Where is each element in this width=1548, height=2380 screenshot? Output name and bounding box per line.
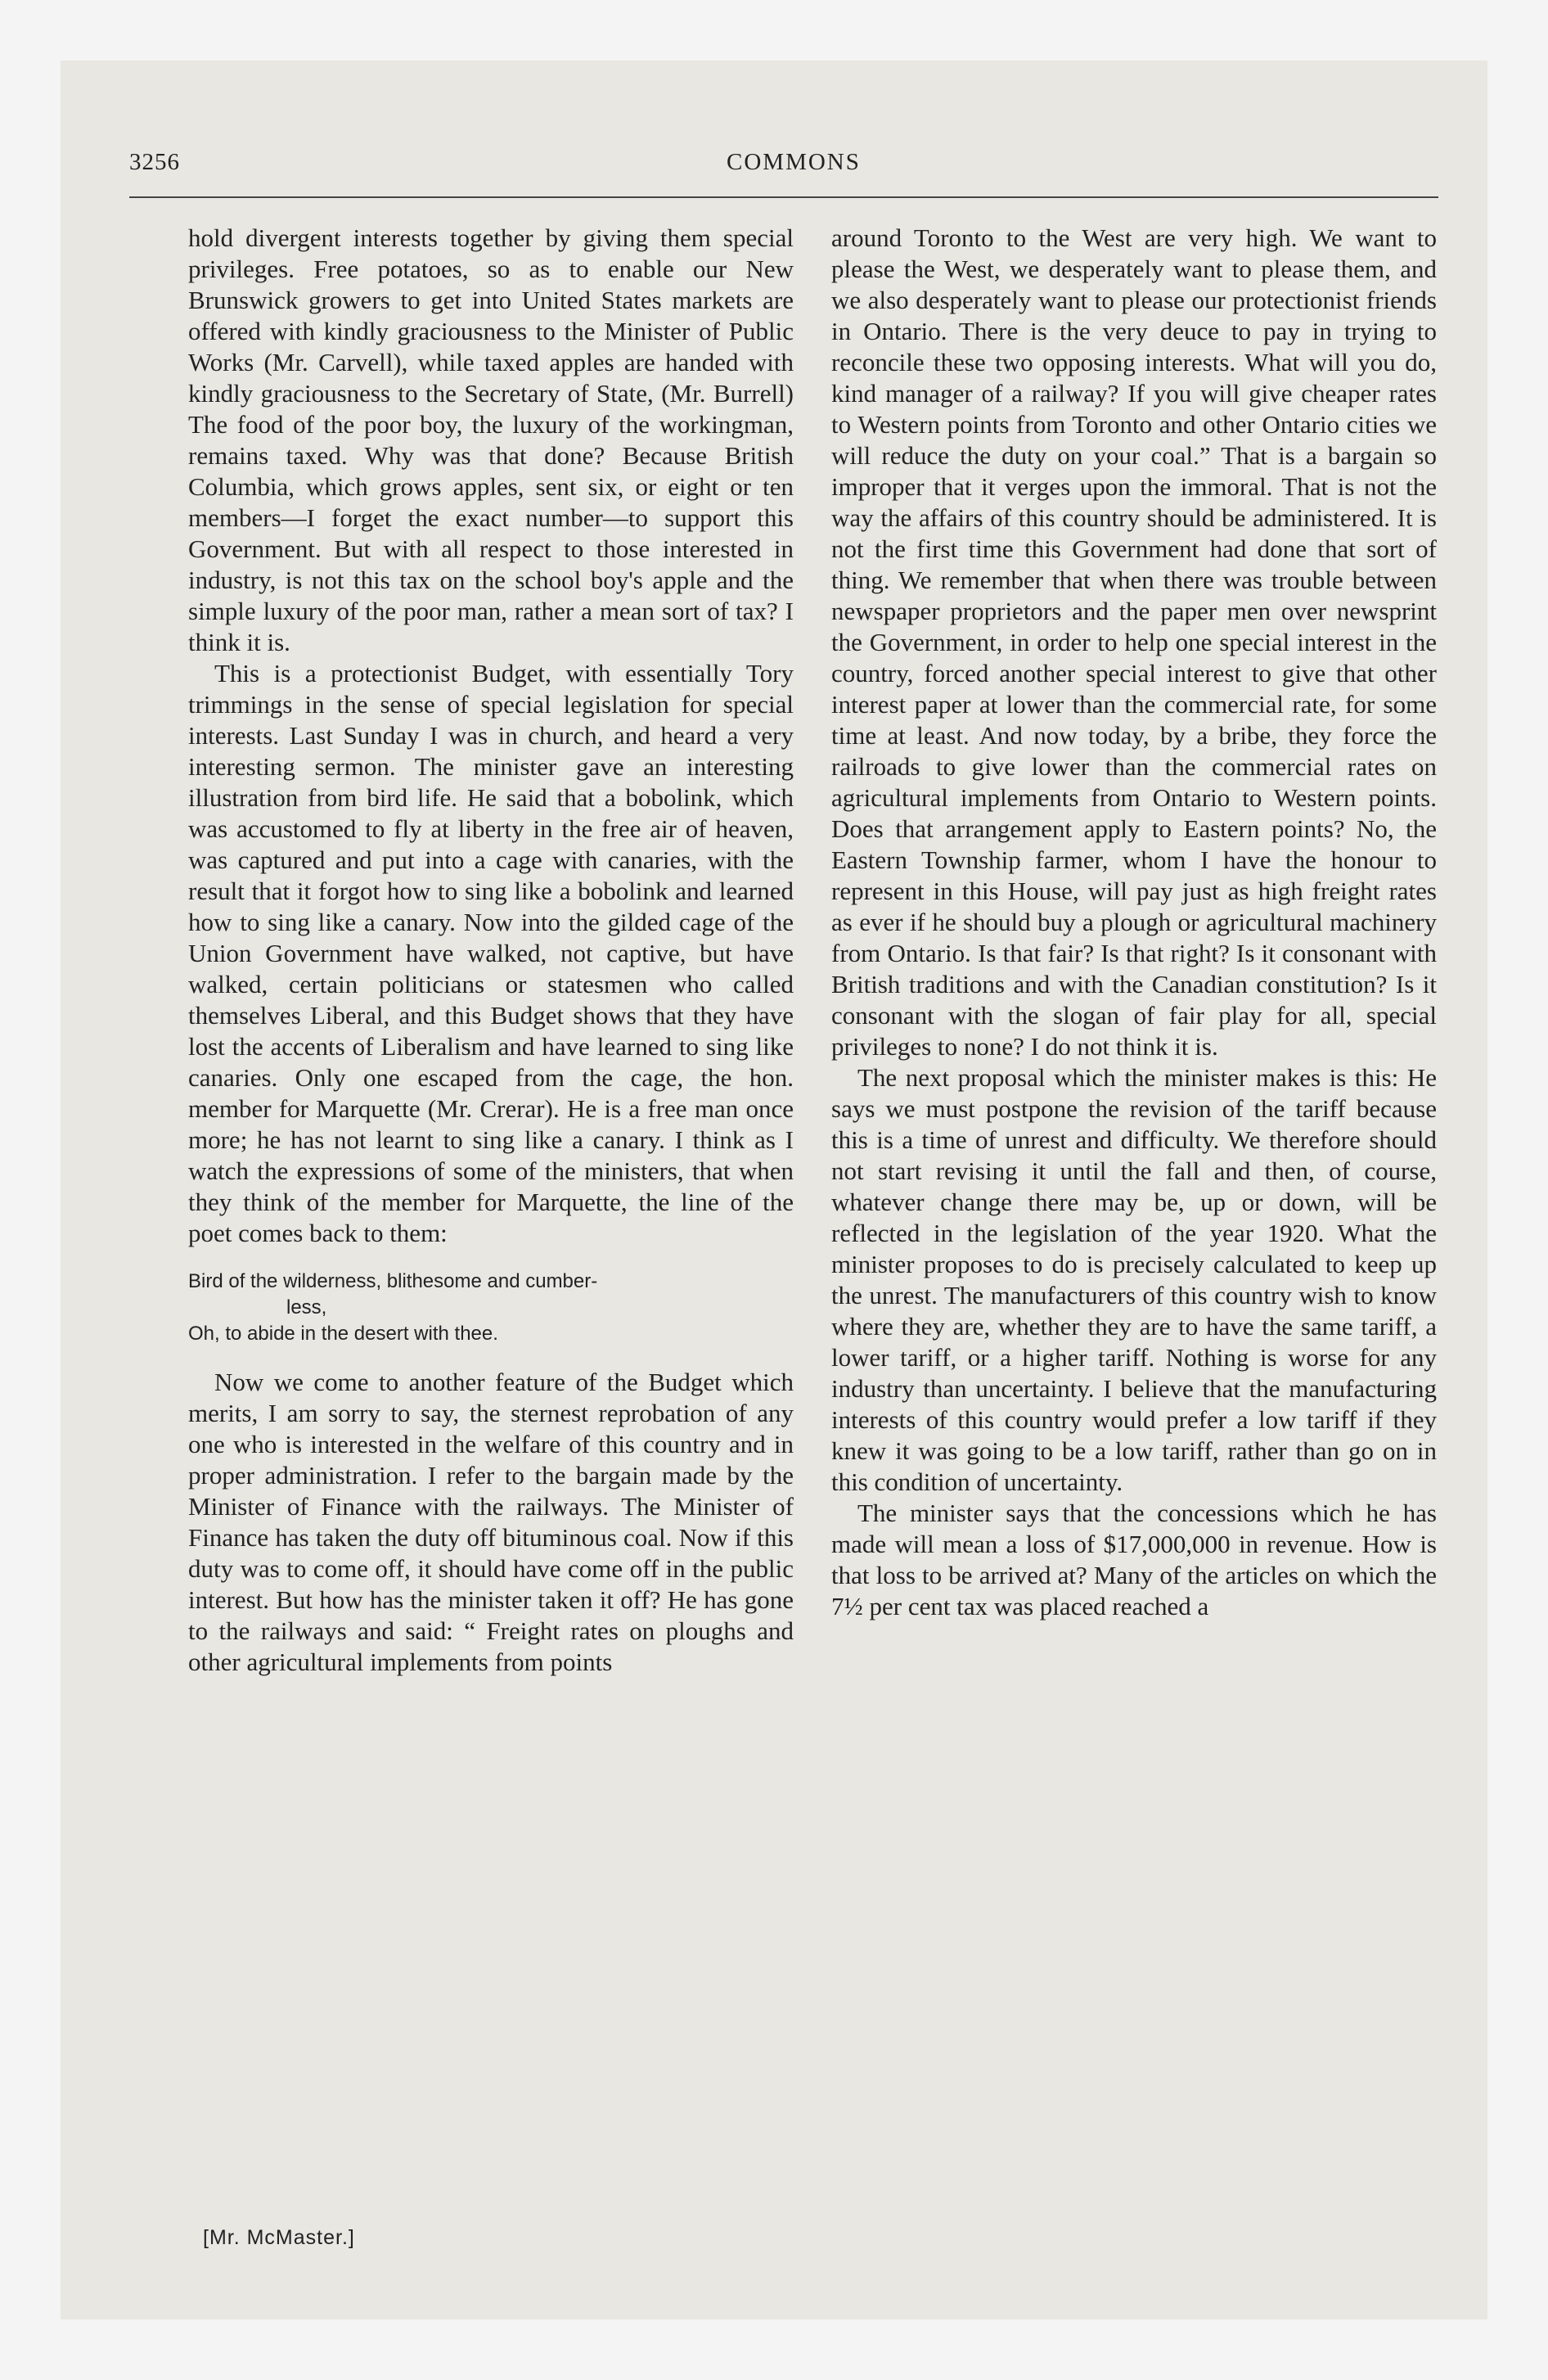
paragraph: The next proposal which the minister makes is this: He says we must postpone the revision of the tariff because this is a time of unrest and difficulty. We therefore should not start revising it until the fall and then, of course, whatever change there may be, up or down, will be reflected in the legislation of the year 1920. What the minister proposes to do is precisely calculated to keep up the unrest. The manufacturers of this country wish to know where they are, whether they are to have the same tariff, a lower tariff, or a higher tariff. Nothing is worse for any industry than uncertainty. I believe that the manufacturing interests of this country would prefer a low tariff if they knew it was going to be a low tariff, rather than go on in this condition of uncertainty. xyxy=(831,1063,1437,1496)
paragraph: This is a protectionist Budget, with essentially Tory trimmings in the sense of special legislation for special interests. Last Sunday I was in church, and heard a very interesting sermon. The minister gave an interesting illustration from bird life. He said that a bobolink, which was accustomed to fly at liberty in the free air of heaven, was captured and put into a cage with canaries, with the result that it forgot how to sing like a bobolink and learned how to sing like a canary. Now into the gilded cage of the Union Government have walked, not captive, but have walked, certain politicians or statesmen who called themselves Liberal, and this Budget shows that they have lost the accents of Liberalism and have learned to sing like canaries. Only one escaped from the cage, the hon. member for Marquette (Mr. Crerar). He is a free man once more; he has not learnt to sing like a canary. I think as I watch the expressions of some of the ministers, that when they think of the member for Marquette, the line of the poet comes back to them: xyxy=(188,659,794,1247)
page-header xyxy=(129,149,1438,182)
right-column xyxy=(831,223,1437,1622)
header-rule xyxy=(129,196,1438,198)
left-column xyxy=(188,223,794,1678)
paragraph: around Toronto to the West are very high. We want to please the West, we desperately want to please them, and we also desperately want to please our protectionist friends in Ontario. There is the very deuce to pay in trying to reconcile these two opposing interests. What will you do, kind manager of a railway? If you will give cheaper rates to Western points from Toronto and other Ontario cities we will reduce the duty on your coal.” That is a bargain so improper that it verges upon the immoral. That is not the way the affairs of this country should be administered. It is not the first time this Government had done that sort of thing. We remember that when there was trouble between newspaper proprietors and the paper men over newsprint the Government, in order to help one special interest in the country, forced another special interest to give that other interest paper at lower than the commercial rate, for some time at least. And now today, by a bribe, they force the railroads to give lower than the commercial rates on agricultural implements from Ontario to Western points. Does that arrangement apply to Eastern points? No, the Eastern Township farmer, whom I have the honour to represent in this House, will pay just as high freight rates as ever if he should buy a plough or agricultural machinery from Ontario. Is that fair? Is that right? Is it consonant with British traditions and with the Canadian constitution? Is it consonant with the slogan of fair play for all, special privileges to none? I do not think it is. xyxy=(831,223,1437,1061)
paragraph: hold divergent interests together by giving them special privileges. Free potatoes, so as to enable our New Brunswick growers to get into United States markets are offered with kindly graciousness to the Minister of Public Works (Mr. Carvell), while taxed apples are handed with kindly graciousness to the Secretary of State, (Mr. Burrell) The food of the poor boy, the luxury of the workingman, remains taxed. Why was that done? Because British Columbia, which grows apples, sent six, or eight or ten members—I forget the exact number—to support this Government. But with all respect to those interested in industry, is not this tax on the school boy's apple and the simple luxury of the poor man, rather a mean sort of tax? I think it is. xyxy=(188,223,794,656)
verse-quote xyxy=(188,1269,794,1347)
running-title: COMMONS xyxy=(727,149,861,175)
paragraph: Now we come to another feature of the Budget which merits, I am sorry to say, the sternest reprobation of any one who is interested in the welfare of this country and in proper administration. I refer to the bargain made by the Minister of Finance with the railways. The Minister of Finance has taken the duty off bituminous coal. Now if this duty was to come off, it should have come off in the public interest. But how has the minister taken it off? He has gone to the railways and said: “ Freight rates on ploughs and other agricultural implements from points xyxy=(188,1368,794,1676)
paragraph: The minister says that the concessions which he has made will mean a loss of $17,000,000 in revenue. How is that loss to be arrived at? Many of the articles on which the 7½ per cent tax was placed reached a xyxy=(831,1499,1437,1620)
verse-line: Bird of the wilderness, blithesome and cumber- xyxy=(188,1270,598,1292)
verse-line: Oh, to abide in the desert with thee. xyxy=(188,1323,498,1345)
verse-line-continuation: less, xyxy=(286,1296,327,1318)
speaker-attribution: [Mr. McMaster.] xyxy=(203,2226,355,2249)
page-number: 3256 xyxy=(129,149,180,175)
